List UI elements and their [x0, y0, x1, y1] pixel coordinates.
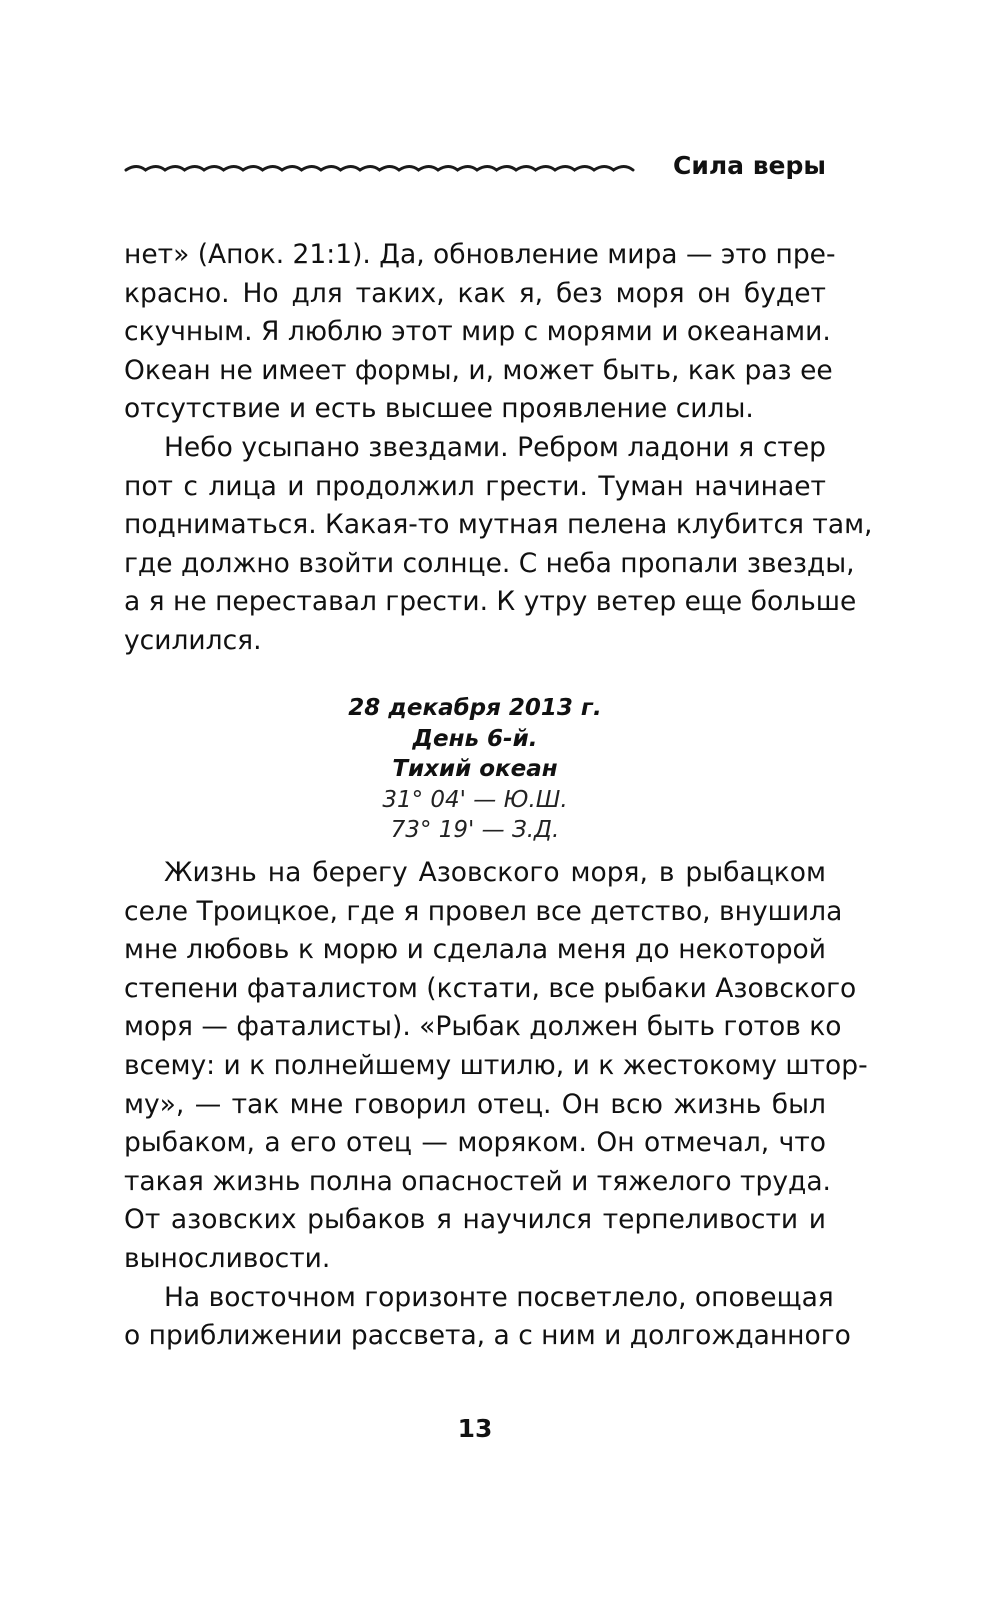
text-line: всему: и к полнейшему штилю, и к жестокому штор- [124, 1049, 868, 1081]
text-line: подниматься. Какая-то мутная пелена клубится там, [124, 509, 873, 541]
text-line: Жизнь на берегу Азовского моря, в рыбацком [164, 857, 826, 888]
text-line: красно. Но для таких, как я, без моря он будет [124, 277, 826, 309]
text-line: му», — так мне говорил отец. Он всю жизнь был [124, 1088, 826, 1120]
diary-entry-heading [124, 693, 826, 846]
body-text-bottom [124, 854, 868, 1356]
text-line: пот с лица и продолжил грести. Туман начинает [124, 470, 826, 502]
text-line: о приближении рассвета, а с ним и долгожданного [124, 1320, 851, 1352]
text-line: выносливости. [124, 1242, 331, 1274]
text-line: такая жизнь полна опасностей и тяжелого труда. [124, 1165, 831, 1197]
entry-date: 28 декабря 2013 г. [348, 695, 602, 721]
text-line: усилился. [124, 624, 262, 656]
text-line: скучным. Я люблю этот мир с морями и океанами. [124, 316, 831, 348]
paragraph [124, 1279, 851, 1356]
text-line: где должно взойти солнце. С неба пропали звезды, [124, 547, 855, 579]
text-line: На восточном горизонте посветлело, оповещая [164, 1281, 834, 1313]
paragraph [124, 236, 836, 429]
paragraph [124, 429, 873, 661]
page-number: 13 [457, 1414, 493, 1443]
text-line: От азовских рыбаков я научился терпеливости и [124, 1204, 826, 1236]
text-line: нет» (Апок. 21:1). Да, обновление мира — это пре- [124, 239, 836, 270]
running-title: Сила веры [672, 151, 826, 180]
text-line: Небо усыпано звездами. Ребром ладони я стер [164, 431, 826, 463]
paragraph [124, 854, 868, 1279]
text-line: моря — фаталисты). «Рыбак должен быть готов ко [124, 1011, 842, 1043]
text-line: отсутствие и есть высшее проявление силы. [124, 393, 754, 425]
body-text-top [124, 236, 873, 661]
text-line: рыбаком, а его отец — моряком. Он отмечал, что [124, 1127, 826, 1159]
entry-longitude: 73° 19' — З.Д. [390, 817, 560, 843]
entry-latitude: 31° 04' — Ю.Ш. [382, 786, 568, 813]
text-line: степени фаталистом (кстати, все рыбаки Азовского [124, 972, 857, 1004]
text-line: мне любовь к морю и сделала меня до некоторой [124, 934, 826, 966]
text-line: Океан не имеет формы, и, может быть, как раз ее [124, 354, 833, 386]
text-line: селе Троицкое, где я провел все детство, внушила [124, 895, 843, 927]
running-header [124, 146, 826, 186]
entry-place: Тихий океан [392, 756, 558, 782]
wave-ornament-icon [124, 156, 639, 178]
text-line: а я не переставал грести. К утру ветер еще больше [124, 586, 857, 618]
entry-day: День 6-й. [412, 725, 538, 752]
